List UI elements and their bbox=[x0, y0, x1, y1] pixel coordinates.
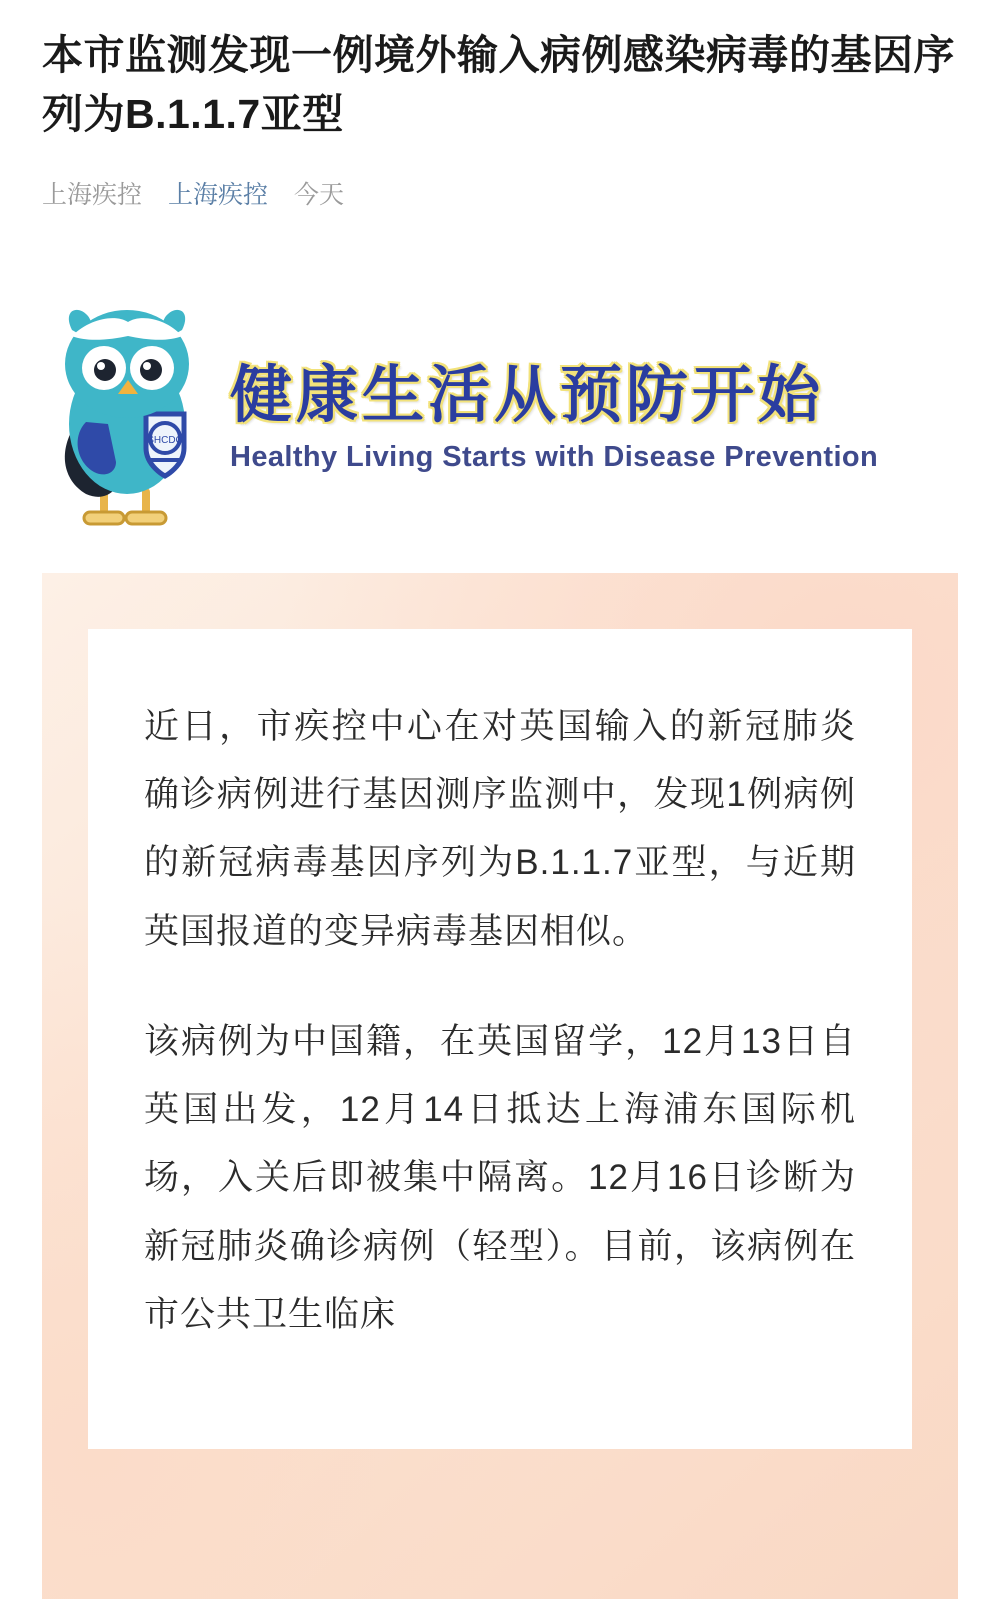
byline-account-link[interactable]: 上海疾控 bbox=[168, 180, 269, 209]
byline-time: 今天 bbox=[294, 180, 345, 209]
owl-mascot-icon bbox=[42, 296, 212, 531]
byline-author: 上海疾控 bbox=[42, 180, 143, 209]
brand-slogan-en: Healthy Living Starts with Disease Prevention bbox=[230, 441, 879, 474]
brand-logo-banner bbox=[0, 289, 1000, 539]
body-paragraph: 该病例为中国籍，在英国留学，12月13日自英国出发，12月14日抵达上海浦东国际机场，入关后即被集中隔离。12月16日诊断为新冠肺炎确诊病例（轻型）。目前，该病例在市公共卫生临床 bbox=[144, 1021, 856, 1334]
article-header bbox=[0, 0, 1000, 211]
brand-slogan-cn: 健康生活从预防开始 bbox=[230, 360, 825, 430]
byline bbox=[42, 175, 958, 211]
content-card bbox=[88, 629, 912, 1449]
page-title: 本市监测发现一例境外输入病例感染病毒的基因序列为B.1.1.7亚型 bbox=[42, 32, 955, 138]
body-paragraph: 近日，市疾控中心在对英国输入的新冠肺炎确诊病例进行基因测序监测中，发现1例病例的新冠病毒基因序列为B.1.1.7亚型，与近期英国报道的变异病毒基因相似。 bbox=[144, 706, 856, 951]
brand-slogan bbox=[230, 354, 958, 474]
shield-label: SHCDC bbox=[147, 435, 183, 447]
content-band bbox=[42, 573, 958, 1599]
